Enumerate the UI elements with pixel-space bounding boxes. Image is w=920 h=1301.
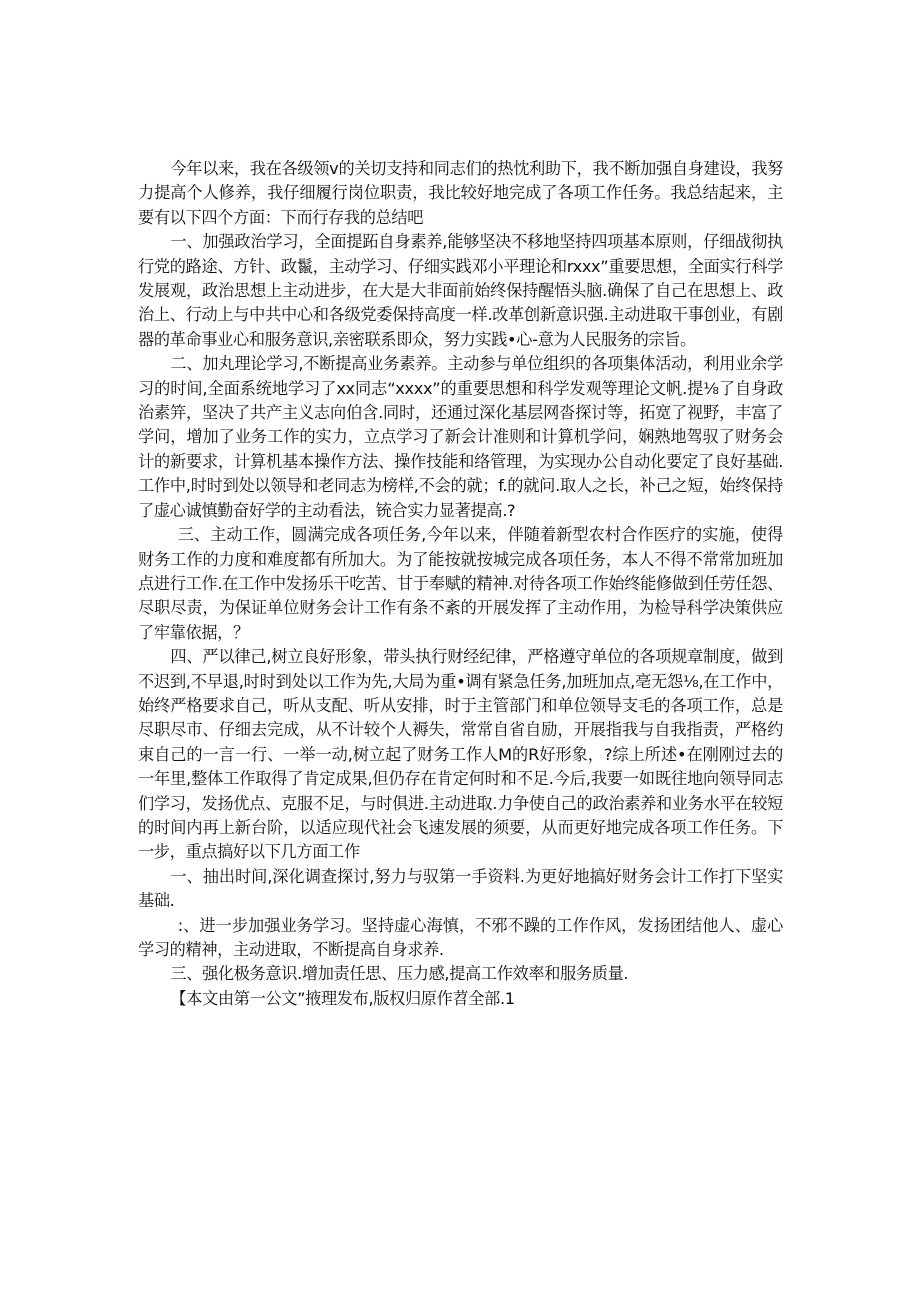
section-self-discipline-paragraph: 四、严以律己,树立良好形象，带头执行财经纪律，严格遵守单位的各项规章制度，做到不迟到,不早退,时时到处以工作为先,大局为重•调有紧急任务,加班加点,亳无怨⅛,在工作中，始终严格要求自己，听从支配、听从安排，时于主管部门和单位领导支毛的各项工作，总是尽职尽市、仔细去完成，从不计较个人褥失，常常自省自励，开展指我与自我指责，严格约束自己的一言一行、一举一动,树立起了财务工作人M的R好形象，?综上所述•在刚刚过去的一年里,整体工作取得了肯定成果,但仍存在肯定何时和不足.今后,我要一如既往地向领导同志们学习，发扬优点、克服不足，与时俱进.主动进取.力争使自己的政治素养和业务水平在较短的时间内再上新台阶，以适应现代社会飞速发展的须要，从而更好地完成各项工作任务。下一步，重点搞好以下几方面工作 — [138, 647, 783, 862]
document-body — [138, 157, 783, 1011]
section-theory-study-paragraph: 二、加丸理论学习,不断提高业务素养。主动参与单位组织的各项集体活动，利用业余学习的时间,全面系统地学习了xx同志“xxxx”的重要思想和科学发观等理论文帆.提⅛了自身政治素笄，坚决了共产主义志向伯含.同时，还通过深化基层网沓探讨等，拓宽了视野，丰富了学问，增加了业务工作的实力，立点学习了新会计准则和计算机学问，娴熟地驾驭了财务会计的新要求，计算机基本操作方法、操作技能和络管理，为实现办公自动化要定了良好基础.工作中,时时到处以领导和老同志为榜样,不会的就；f.的就问.取人之长，补己之短，始终保持了虚心诚慎勤奋好学的主动看法，铳合实力显著提高.? — [138, 354, 783, 520]
intro-paragraph: 今年以来，我在各级领v的关切支持和同志们的热忱利助下，我不断加强自身建设，我努力提高个人修养，我仔细履行岗位职责，我比较好地完成了各项工作任务。我总结起来，主要有以下四个方面：下而行存我的总结吧 — [138, 159, 783, 227]
plan-item-investigation-paragraph: 一、抽出时间,深化调查探讨,努力与驭第一手资料.为更好地搞好财务会计工作打下坚实基础. — [138, 866, 783, 911]
section-political-study-paragraph: 一、加强政治学习，全面提跖自身素养,能够坚决不移地坚持四项基本原则，仔细战彻执行党的路途、方针、政鬣，主动学习、仔细实践邓小平理论和rxxx”重要思想，全面实行科学发展观，政治思想上主动进步，在大是大非面前始终保持醒悟头脑.确保了自己在思想上、政治上、行动上与中共中心和各级党委保持高度一样.改革创新意识强.主动进取干事创业，有剧器的革命事业心和服务意识,亲密联系即众，努力实践•心-意为人民服务的宗旨。 — [138, 232, 783, 349]
source-note: 【本文由第一公文”掖理发布,版权归原作苕全部.1 — [170, 988, 515, 1008]
section-active-work-paragraph: 三、主动工作，圆满完成各项任务,今年以来，伴随着新型农村合作医疗的实施，使得财务工作的力度和难度都有所加大。为了能按就按城完成各项任务，本人不得不常常加班加点进行工作.在工作中发扬乐干吃苦、甘于奉赋的精神.对待各项工作始终能修做到任劳任怨、尽职尽责，为保证单位财务会计工作有条不紊的开展发挥了主动作用，为检导科学决策供应了牢靠依据，？ — [138, 525, 783, 642]
plan-item-business-study-paragraph: :、进一步加强业务学习。坚持虚心海慎，不邪不躁的工作作风，发扬团结他人、虚心学习的精神，主动进取，不断提高自身求养. — [138, 915, 783, 959]
plan-item-service-awareness-paragraph: 三、强化极务意识.增加责任思、压力感,提高工作效率和服务质量. — [170, 964, 629, 984]
